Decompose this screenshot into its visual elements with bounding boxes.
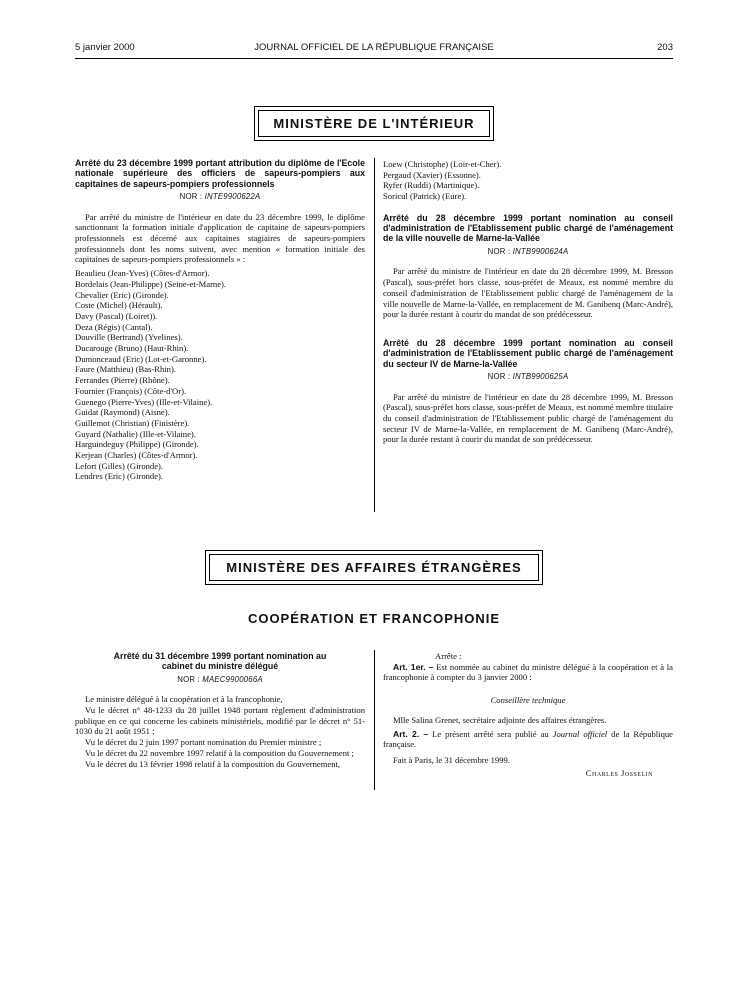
issue-date: 5 janvier 2000: [75, 42, 135, 53]
arrete-2-body: Par arrêté du ministre de l'intérieur en date du 28 décembre 1999, M. Bresson (Pascal), sous-préfet hors classe, sous-préfet de Meaux, est nommé membre du conseil d'administration de l'Etablissement public chargé de l'aménagement de la ville nouvelle de Marne-la-Vallée, en remplacement de M. Ganibenq (Marc-André), pour la durée restant à courir du mandat de son prédécesseur.: [383, 266, 673, 320]
name-entry-item: Faure (Matthieu) (Bas-Rhin).: [75, 364, 176, 375]
name-entry-item: Deza (Régis) (Cantal).: [75, 321, 153, 332]
name-entry-item: Loew (Christophe) (Loir-et-Cher).: [383, 159, 502, 169]
visa-paragraph-item: Vu le décret du 13 février 1998 relatif à la composition du Gouvernement,: [85, 758, 341, 769]
name-entry-item: Coste (Michel) (Hérault).: [75, 300, 163, 311]
name-entry-item: Kerjean (Charles) (Côtes-d'Armor).: [75, 450, 198, 461]
arrete-mae-nor: NOR : MAEC9900066A: [177, 674, 263, 684]
column-separator-2: [374, 650, 375, 790]
name-entry-item: Pergaud (Xavier) (Essonne).: [383, 169, 481, 180]
arrete-1-nor-code: INTE9900622A: [204, 191, 261, 201]
visa-paragraph-item: Vu le décret du 2 juin 1997 portant nomination du Premier ministre ;: [85, 737, 322, 748]
arrete-mae-title: Arrêté du 31 décembre 1999 portant nomination au cabinet du ministre délégué: [113, 651, 327, 672]
arrete-word: Arrête :: [435, 651, 462, 661]
appointee: Mlle Salina Grenet, secrétaire adjointe des affaires étrangères.: [393, 714, 607, 725]
arrete-3-body: Par arrêté du ministre de l'intérieur en date du 28 décembre 1999, M. Bresson (Pascal), sous-préfet hors classe, sous-préfet de Meaux, est nommé membre titulaire du conseil d'administration de l'Etablissement public chargé de l'aménagement du secteur IV de Marne-la-Vallée, en remplacement de M. Ganibenq (Marc-André), pour la durée restant à courir du mandat de son prédécesseur.: [383, 391, 673, 445]
journal-officiel-ref: Journal officiel: [552, 728, 608, 739]
name-entry-item: Bordelais (Jean-Philippe) (Seine-et-Marne).: [75, 278, 227, 289]
name-entry-item: Davy (Pascal) (Loiret)).: [75, 310, 158, 321]
arrete-3-nor: NOR : INTB9900625A: [487, 371, 569, 381]
section-cooperation-title: COOPÉRATION ET FRANCOPHONIE: [247, 611, 501, 626]
name-entry-item: Ryfer (Ruddi) (Martinique).: [383, 180, 480, 191]
name-entry-item: Guyard (Nathalie) (Ille-et-Vilaine).: [75, 428, 196, 439]
visa-paragraph-item: Le ministre délégué à la coopération et à la francophonie,: [85, 694, 283, 705]
arrete-2-title: Arrêté du 28 décembre 1999 portant nomination au conseil d'administration de l'Etablissement public chargé de l'aménagement de la ville nouvelle de Marne-la-Vallée: [383, 212, 673, 244]
name-entry-item: Guenego (Pierre-Yves) (Ille-et-Vilaine).: [75, 396, 213, 407]
name-entry-item: Dumonceaud (Eric) (Lot-et-Garonne).: [75, 353, 207, 364]
arrete-1-names-list: [75, 268, 365, 482]
name-entry-item: Ferrandes (Pierre) (Rhône).: [75, 375, 170, 386]
name-entry-item: Soricul (Patrick) (Eure).: [383, 191, 467, 202]
name-entry-item: Lefort (Gilles) (Gironde).: [75, 460, 164, 471]
article-1-label: Art. 1er. –: [393, 661, 434, 672]
signature: Charles Josselin: [585, 767, 653, 778]
arrete-1-names-continued: [383, 159, 673, 202]
arrete-2-nor: NOR : INTB9900624A: [487, 246, 569, 256]
arrete-1-title: Arrêté du 23 décembre 1999 portant attribution du diplôme de l'Ecole nationale supérieure des officiers de sapeurs-pompiers aux capitaines de sapeurs-pompiers professionnels: [75, 158, 365, 189]
name-entry-item: Fournier (François) (Côte-d'Or).: [75, 385, 187, 396]
name-entry-item: Harguindeguy (Philippe) (Gironde).: [75, 439, 199, 450]
article-2: Art. 2. – Le présent arrêté sera publié au Journal officiel de la République française.: [383, 728, 673, 750]
arrete-1-body: Par arrêté du ministre de l'intérieur en date du 23 décembre 1999, le diplôme sanctionnant la formation initiale d'application de capitaine de sapeurs-pompiers professionnels est décerné aux capitaines stagiaires de sapeurs-pompiers professionnels dont les noms suivent, avec mention « formation initiale des capitaines de sapeurs-pompiers professionnels » :: [75, 211, 365, 265]
running-header: [75, 42, 673, 56]
ministry-interior-title: MINISTÈRE DE L'INTÉRIEUR: [258, 110, 490, 137]
visa-paragraph-item: Vu le décret du 22 novembre 1997 relatif à la composition du Gouvernement ;: [85, 747, 354, 758]
name-entry-item: Chevalier (Eric) (Gironde).: [75, 289, 169, 300]
column-separator: [374, 158, 375, 512]
arrete-mae-visas: [75, 694, 365, 769]
journal-title: JOURNAL OFFICIEL DE LA RÉPUBLIQUE FRANÇAISE: [254, 42, 494, 53]
arrete-2-nor-code: INTB9900624A: [512, 246, 569, 256]
arrete-1-nor: NOR : INTE9900622A: [179, 191, 261, 201]
role-title: Conseillère technique: [490, 695, 566, 706]
name-entry-item: Ducarouge (Bruno) (Haut-Rhin).: [75, 343, 189, 354]
foreign-affairs-column-left: [75, 651, 365, 769]
name-entry-item: Beaulieu (Jean-Yves) (Côtes-d'Armor).: [75, 268, 210, 279]
name-entry-item: Douville (Bertrand) (Yvelines).: [75, 332, 183, 343]
signed-place-date: Fait à Paris, le 31 décembre 1999.: [393, 754, 510, 765]
role-heading: [383, 695, 673, 706]
ministry-foreign-affairs-heading: [205, 550, 543, 585]
interior-column-left: [75, 158, 365, 482]
visa-paragraph-item: Vu le décret n° 48-1233 du 28 juillet 1948 portant règlement d'administration publique en ce qui concerne les cabinets ministériels, modifié par le décret n° 51-1030 du 21 août 1951 ;: [75, 705, 365, 737]
article-2-label: Art. 2. –: [393, 728, 429, 739]
article-1: [383, 662, 673, 683]
page-number: 203: [657, 42, 673, 53]
arrete-3-nor-code: INTB9900625A: [512, 371, 569, 381]
article-1-text: Est nommée au cabinet du ministre délégué à la coopération et à la francophonie à compter du 3 janvier 2000 :: [383, 661, 673, 683]
arrete-mae-nor-code: MAEC9900066A: [202, 674, 263, 684]
name-entry-item: Guidat (Raymond) (Aisne).: [75, 407, 170, 418]
foreign-affairs-column-right: [383, 651, 673, 778]
ministry-interior-heading: [254, 106, 494, 141]
arrete-3-title: Arrêté du 28 décembre 1999 portant nomination au conseil d'administration de l'Etablissement public chargé de l'aménagement du secteur IV de Marne-la-Vallée: [383, 337, 673, 369]
name-entry-item: Lendres (Eric) (Gironde).: [75, 471, 164, 482]
name-entry-item: Guillemot (Christian) (Finistère).: [75, 417, 190, 428]
interior-column-right: [383, 159, 673, 445]
header-rule: [75, 58, 673, 59]
ministry-foreign-affairs-title: MINISTÈRE DES AFFAIRES ÉTRANGÈRES: [209, 554, 539, 581]
